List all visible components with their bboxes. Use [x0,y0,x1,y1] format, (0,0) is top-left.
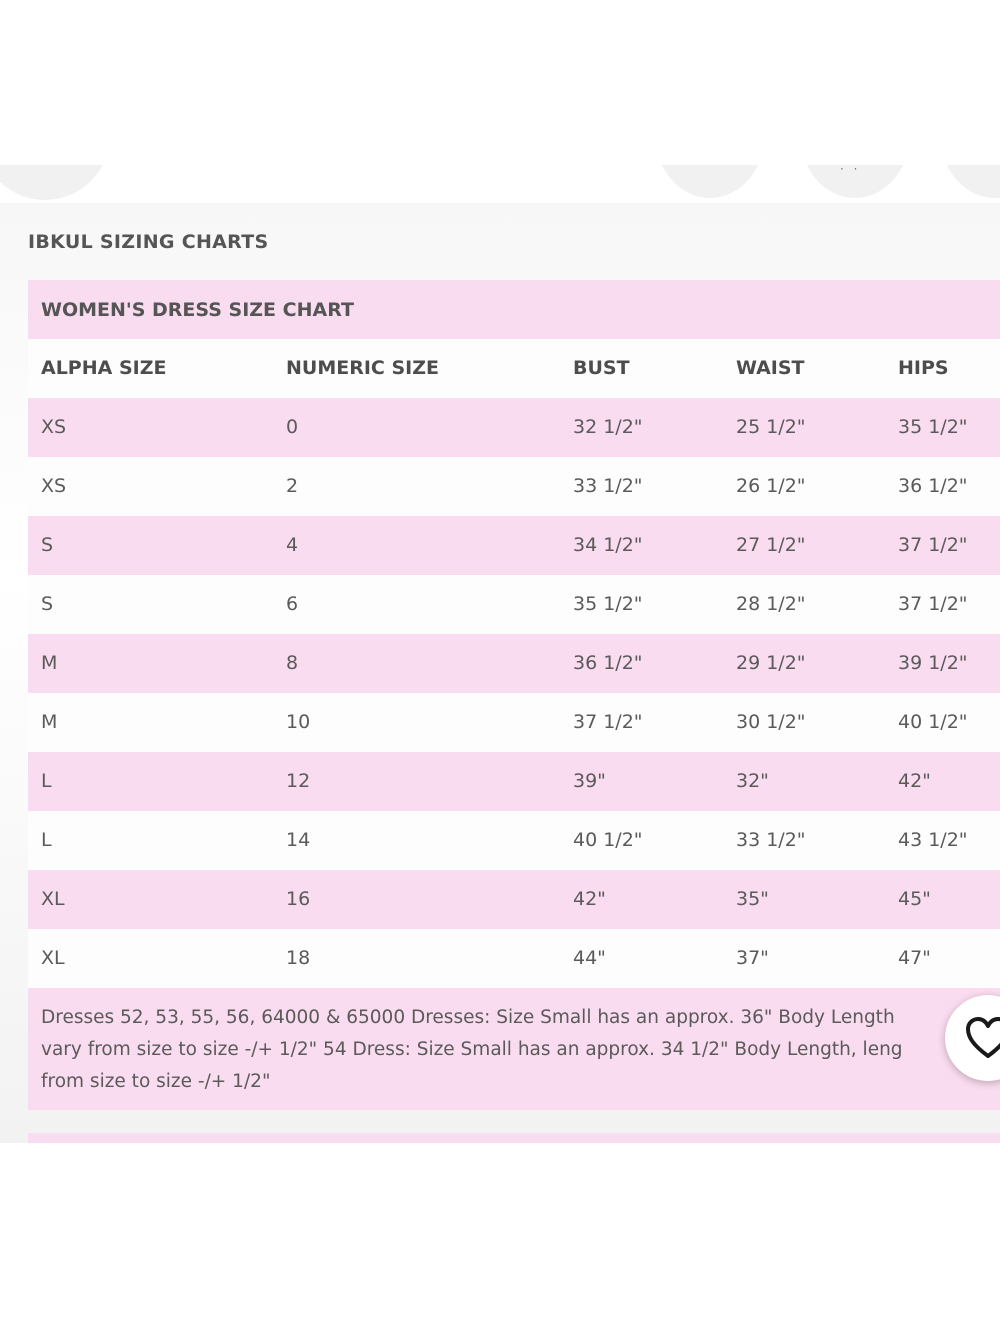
carousel-thumbnail[interactable] [0,165,110,200]
size-note [28,988,1000,1110]
section-title: IBKUL SIZING CHARTS [28,231,269,253]
table-row [28,870,1000,929]
image-carousel-strip [0,165,1000,203]
table-cell: 8 [286,652,299,674]
table-cell: 35 1/2" [898,416,968,438]
table-cell: 37 1/2" [898,534,968,556]
column-header: NUMERIC SIZE [286,357,439,379]
table-cell: 42" [898,770,931,792]
table-cell: S [41,593,54,615]
next-chart-caption [28,1133,1000,1143]
table-row [28,929,1000,988]
column-header: WAIST [736,357,805,379]
carousel-thumbnail[interactable] [940,165,1000,198]
size-note-line: from size to size -/+ 1/2" [41,1071,271,1092]
table-row [28,457,1000,516]
table-cell: 37" [736,947,769,969]
table-cell: 12 [286,770,311,792]
table-cell: 0 [286,416,299,438]
table-cell: 39 1/2" [898,652,968,674]
table-cell: 6 [286,593,299,615]
table-cell: 40 1/2" [898,711,968,733]
table-cell: 18 [286,947,311,969]
table-row [28,516,1000,575]
table-cell: 10 [286,711,311,733]
heart-outline-icon [965,1017,1000,1059]
table-cell: 32 1/2" [573,416,643,438]
table-cell: 37 1/2" [898,593,968,615]
table-body [28,398,1000,988]
table-row [28,575,1000,634]
carousel-dots: · · [840,165,861,176]
column-header: BUST [573,357,630,379]
table-row [28,634,1000,693]
table-cell: 36 1/2" [898,475,968,497]
table-cell: XS [41,416,67,438]
table-cell: 14 [286,829,311,851]
size-note-line: Dresses 52, 53, 55, 56, 64000 & 65000 Dresses: Size Small has an approx. 36" Body Length [41,1007,895,1028]
table-cell: 35 1/2" [573,593,643,615]
table-caption [28,280,1000,339]
size-note-line: vary from size to size -/+ 1/2" 54 Dress: Size Small has an approx. 34 1/2" Body Length, leng [41,1039,903,1060]
table-cell: 43 1/2" [898,829,968,851]
table-cell: 39" [573,770,606,792]
table-cell: 44" [573,947,606,969]
table-cell: 37 1/2" [573,711,643,733]
table-header-row [28,339,1000,398]
table-cell: 42" [573,888,606,910]
table-cell: XS [41,475,67,497]
table-cell: 34 1/2" [573,534,643,556]
table-cell: 27 1/2" [736,534,806,556]
table-cell: 32" [736,770,769,792]
table-cell: 47" [898,947,931,969]
table-cell: 33 1/2" [573,475,643,497]
table-cell: 25 1/2" [736,416,806,438]
table-cell: 29 1/2" [736,652,806,674]
carousel-thumbnail[interactable] [655,165,765,198]
table-cell: 2 [286,475,299,497]
screenshot-frame [0,165,1000,1143]
table-cell: XL [41,888,65,910]
sizing-charts-card [0,203,1000,1143]
table-cell: 36 1/2" [573,652,643,674]
table-row [28,398,1000,457]
table-cell: 40 1/2" [573,829,643,851]
table-cell: 4 [286,534,299,556]
table-cell: 45" [898,888,931,910]
table-row [28,693,1000,752]
table-cell: 35" [736,888,769,910]
table-cell: 28 1/2" [736,593,806,615]
table-cell: M [41,652,58,674]
table-cell: 33 1/2" [736,829,806,851]
table-cell: 26 1/2" [736,475,806,497]
table-cell: XL [41,947,65,969]
table-cell: L [41,829,52,851]
table-cell: S [41,534,54,556]
table-row [28,752,1000,811]
table-cell: 30 1/2" [736,711,806,733]
table-row [28,811,1000,870]
column-header: HIPS [898,357,949,379]
table-caption-text: WOMEN'S DRESS SIZE CHART [41,299,354,321]
table-cell: L [41,770,52,792]
table-cell: 16 [286,888,311,910]
column-header: ALPHA SIZE [41,357,167,379]
size-chart-table [28,280,1000,1110]
table-cell: M [41,711,58,733]
